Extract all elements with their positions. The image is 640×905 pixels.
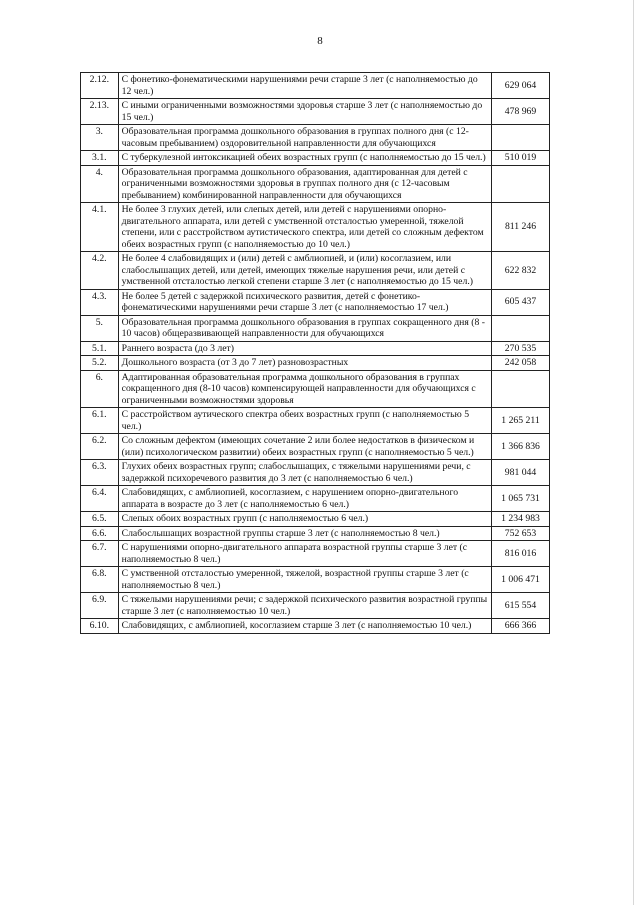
row-description: Адаптированная образовательная программа дошкольного образования в группах сокращенного дня (8-10 часов) компенсирующей направленности для обучающихся с ограниченными возможностями здоровья <box>118 370 491 408</box>
row-description: Слабослышащих возрастной группы старше 3 лет (с наполняемостью 8 чел.) <box>118 526 491 541</box>
scan-edge-line <box>633 0 634 905</box>
row-description: С фонетико-фонематическими нарушениями речи старше 3 лет (с наполняемостью до 12 чел.) <box>118 73 491 99</box>
row-number: 6.5. <box>81 512 119 527</box>
table-body <box>81 73 550 634</box>
row-number: 4.2. <box>81 252 119 290</box>
row-description: Глухих обеих возрастных групп; слабослышащих, с тяжелыми нарушениями речи, с задержкой психоречевого развития до 3 лет (с наполняемостью 6 чел.) <box>118 460 491 486</box>
row-cost: 1 366 836 <box>492 434 550 460</box>
row-number: 5. <box>81 315 119 341</box>
row-description: Со сложным дефектом (имеющих сочетание 2 или более недостатков в физическом и (или) психологическом развитии) обеих возрастных групп (с наполняемостью 5 чел.) <box>118 434 491 460</box>
row-number: 3.1. <box>81 151 119 166</box>
row-cost <box>492 165 550 203</box>
row-cost: 981 044 <box>492 460 550 486</box>
row-number: 6. <box>81 370 119 408</box>
row-cost: 478 969 <box>492 99 550 125</box>
table-row <box>81 408 550 434</box>
table-row <box>81 341 550 356</box>
row-cost: 605 437 <box>492 289 550 315</box>
row-number: 4.3. <box>81 289 119 315</box>
table-row <box>81 315 550 341</box>
row-cost: 1 006 471 <box>492 567 550 593</box>
row-number: 5.2. <box>81 356 119 371</box>
table-row <box>81 370 550 408</box>
row-number: 6.2. <box>81 434 119 460</box>
row-cost: 629 064 <box>492 73 550 99</box>
row-number: 6.3. <box>81 460 119 486</box>
row-cost: 622 832 <box>492 252 550 290</box>
row-cost: 1 265 211 <box>492 408 550 434</box>
row-cost: 1 065 731 <box>492 486 550 512</box>
row-description: Слепых обоих возрастных групп (с наполняемостью 6 чел.) <box>118 512 491 527</box>
row-number: 6.1. <box>81 408 119 434</box>
row-cost <box>492 315 550 341</box>
row-description: Образовательная программа дошкольного образования, адаптированная для детей с ограниченными возможностями здоровья в группах полного дня (с 12-часовым пребыванием) комбинированной направленности для обучающихся <box>118 165 491 203</box>
table-row <box>81 541 550 567</box>
table-row <box>81 512 550 527</box>
row-description: Не более 3 глухих детей, или слепых детей, или детей с нарушениями опорно-двигательного аппарата, или детей с умственной отсталостью умеренной, тяжелой степени, или с расстройством аутистического спектра, или детей со сложным дефектом обеих возрастных групп (с наполняемостью до 10 чел.) <box>118 203 491 252</box>
row-description: С туберкулезной интоксикацией обеих возрастных групп (с наполняемостью до 15 чел.) <box>118 151 491 166</box>
row-description: Не более 5 детей с задержкой психического развития, детей с фонетико-фонематическими нарушениями речи старше 3 лет (с наполняемостью 17 чел.) <box>118 289 491 315</box>
row-cost: 811 246 <box>492 203 550 252</box>
row-number: 3. <box>81 125 119 151</box>
table-row <box>81 203 550 252</box>
row-description: Не более 4 слабовидящих и (или) детей с амблиопией, и (или) косоглазием, или слабослышащих детей, или детей, имеющих тяжелые нарушения речи, или детей с умственной отсталостью легкой степени старше 3 лет (с наполняемостью до 15 чел.) <box>118 252 491 290</box>
table-row <box>81 289 550 315</box>
table-row <box>81 151 550 166</box>
row-description: Образовательная программа дошкольного образования в группах сокращенного дня (8 - 10 часов) общеразвивающей направленности для обучающихся <box>118 315 491 341</box>
row-number: 5.1. <box>81 341 119 356</box>
row-description: С умственной отсталостью умеренной, тяжелой, возрастной группы старше 3 лет (с наполняемостью 8 чел.) <box>118 567 491 593</box>
row-cost: 615 554 <box>492 593 550 619</box>
row-description: Слабовидящих, с амблиопией, косоглазием старше 3 лет (с наполняемостью 10 чел.) <box>118 619 491 634</box>
table-row <box>81 125 550 151</box>
row-number: 6.10. <box>81 619 119 634</box>
tariff-table <box>80 72 550 634</box>
table-row <box>81 486 550 512</box>
row-description: С тяжелыми нарушениями речи; с задержкой психического развития возрастной группы старше 3 лет (с наполняемостью 10 чел.) <box>118 593 491 619</box>
row-number: 4.1. <box>81 203 119 252</box>
page-number: 8 <box>317 35 323 47</box>
row-number: 6.7. <box>81 541 119 567</box>
row-number: 6.9. <box>81 593 119 619</box>
row-cost: 510 019 <box>492 151 550 166</box>
row-cost: 270 535 <box>492 341 550 356</box>
table-row <box>81 434 550 460</box>
row-description: Слабовидящих, с амблиопией, косоглазием, с нарушением опорно-двигательного аппарата в возрасте до 3 лет (с наполняемостью 6 чел.) <box>118 486 491 512</box>
row-cost: 1 234 983 <box>492 512 550 527</box>
table-row <box>81 619 550 634</box>
row-description: Дошкольного возраста (от 3 до 7 лет) разновозрастных <box>118 356 491 371</box>
row-description: С иными ограниченными возможностями здоровья старше 3 лет (с наполняемостью до 15 чел.) <box>118 99 491 125</box>
row-description: Раннего возраста (до 3 лет) <box>118 341 491 356</box>
row-number: 2.13. <box>81 99 119 125</box>
table-row <box>81 99 550 125</box>
row-cost: 666 366 <box>492 619 550 634</box>
table-row <box>81 356 550 371</box>
table-row <box>81 252 550 290</box>
row-number: 6.4. <box>81 486 119 512</box>
row-description: Образовательная программа дошкольного образования в группах полного дня (с 12-часовым пребыванием) оздоровительной направленности для обучающихся <box>118 125 491 151</box>
table-row <box>81 73 550 99</box>
row-description: С расстройством аутического спектра обеих возрастных групп (с наполняемостью 5 чел.) <box>118 408 491 434</box>
table-row <box>81 460 550 486</box>
row-number: 6.8. <box>81 567 119 593</box>
row-cost: 816 016 <box>492 541 550 567</box>
row-description: С нарушениями опорно-двигательного аппарата возрастной группы старше 3 лет (с наполняемостью 8 чел.) <box>118 541 491 567</box>
row-cost: 752 653 <box>492 526 550 541</box>
table-row <box>81 593 550 619</box>
table-row <box>81 165 550 203</box>
row-number: 6.6. <box>81 526 119 541</box>
row-number: 4. <box>81 165 119 203</box>
row-cost: 242 058 <box>492 356 550 371</box>
row-cost <box>492 125 550 151</box>
table-row <box>81 526 550 541</box>
table-row <box>81 567 550 593</box>
row-number: 2.12. <box>81 73 119 99</box>
row-cost <box>492 370 550 408</box>
